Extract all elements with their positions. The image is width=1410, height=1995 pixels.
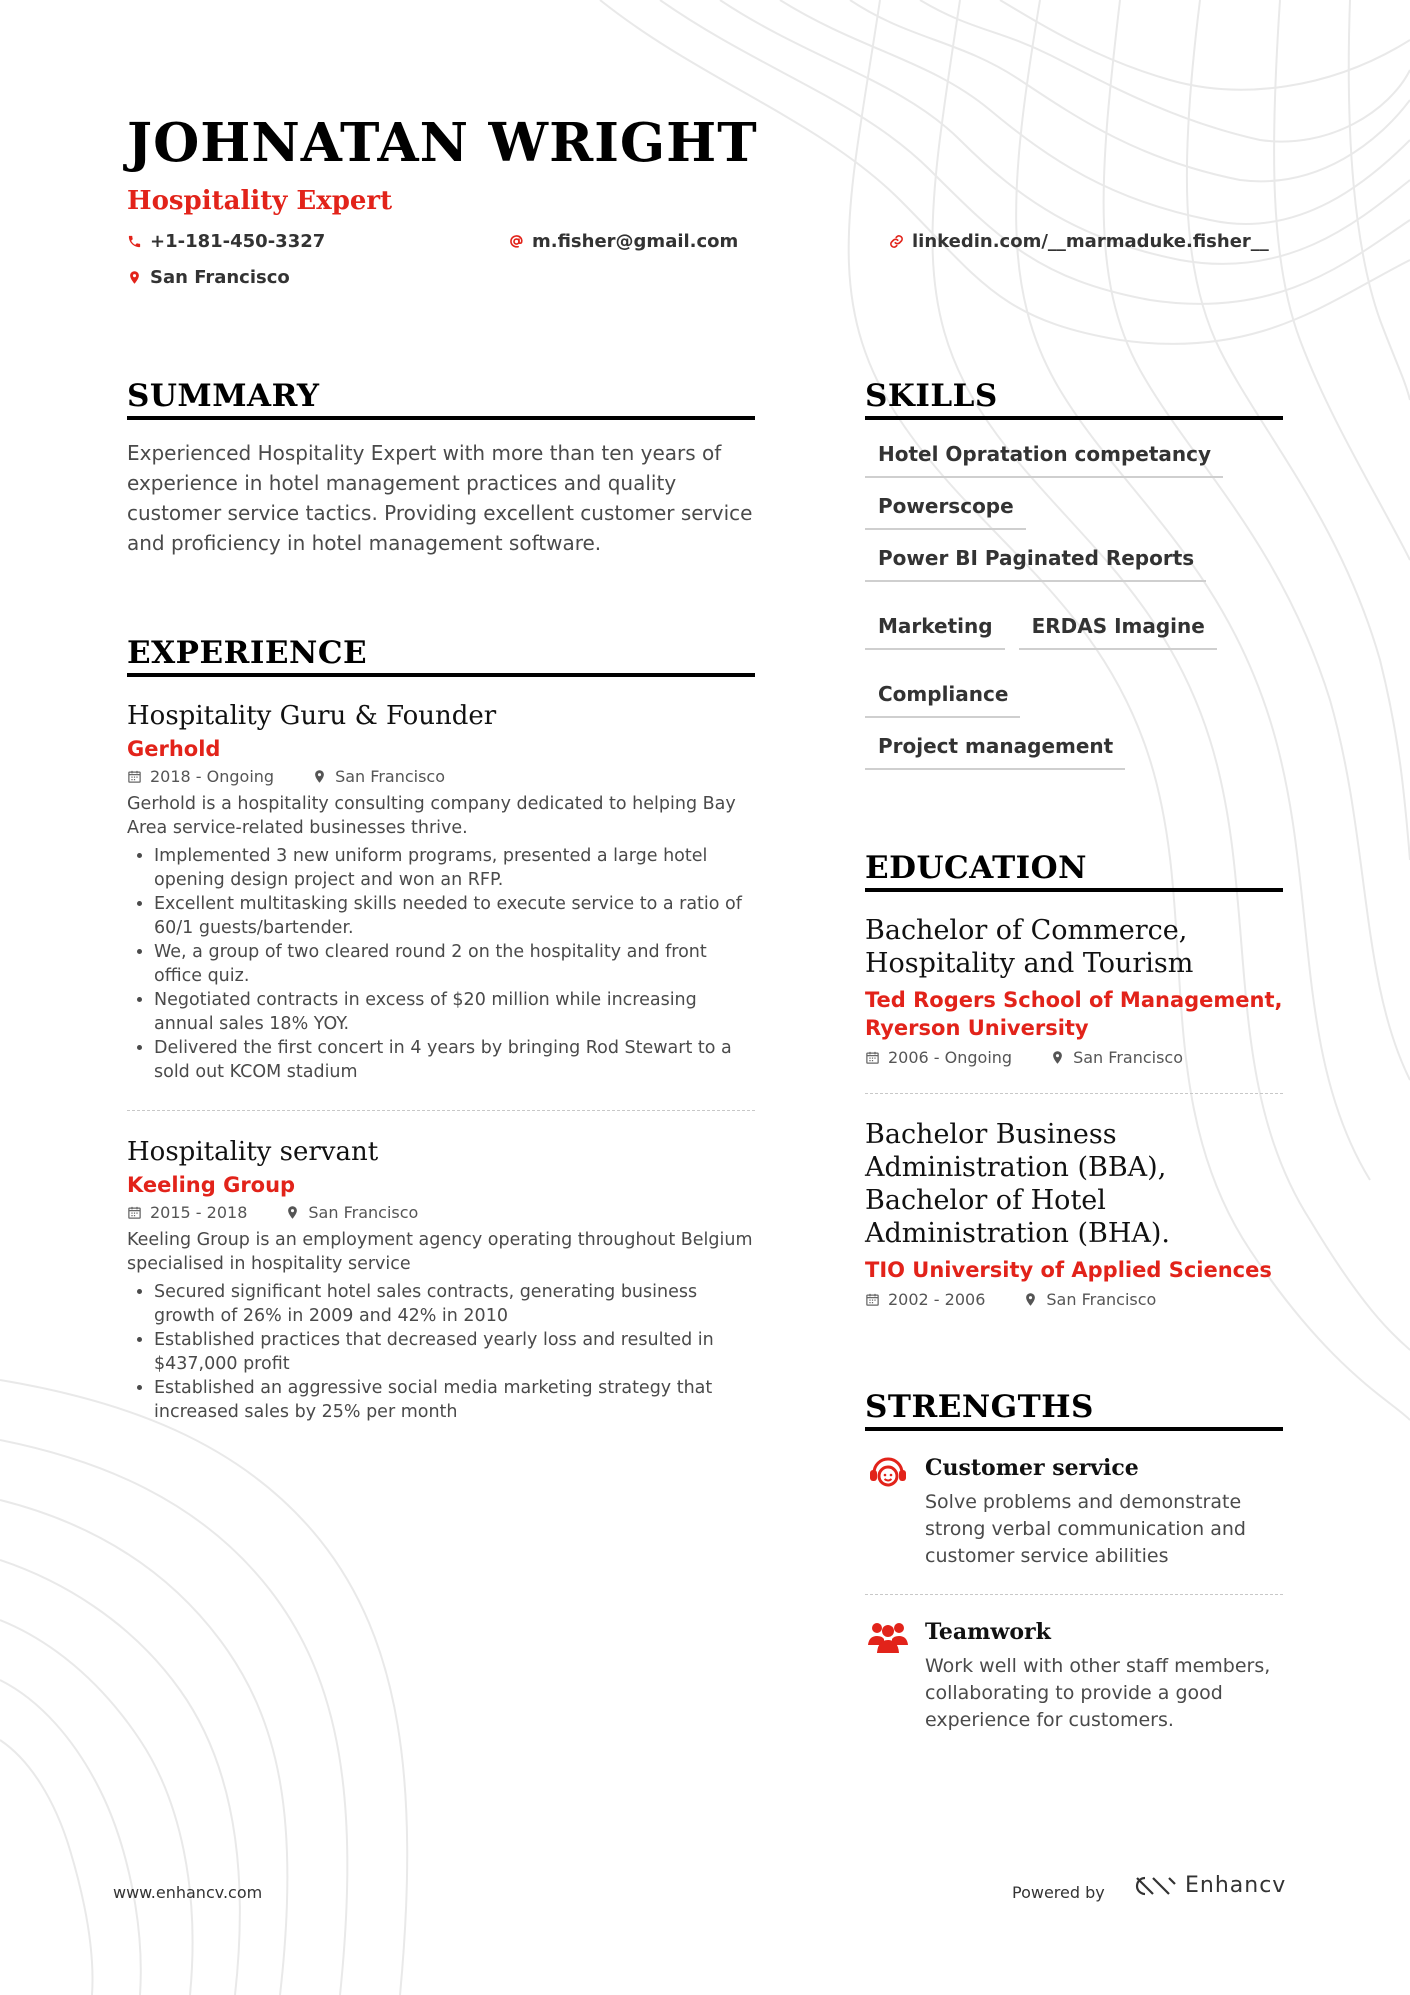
enhancv-logo[interactable] — [1131, 1873, 1286, 1898]
school-name: TIO University of Applied Sciences — [865, 1258, 1272, 1282]
strengths-heading: STRENGTHS — [865, 1389, 1283, 1431]
job-location: San Francisco — [308, 1203, 419, 1222]
candidate-name: JOHNATAN WRIGHT — [127, 112, 758, 174]
job-company: Keeling Group — [127, 1173, 296, 1197]
team-icon — [865, 1615, 911, 1661]
school-name: Ted Rogers School of Management, Ryerson University — [865, 988, 1283, 1040]
calendar-icon — [865, 1050, 880, 1065]
strength-item — [865, 1615, 1283, 1734]
job-meta — [127, 767, 755, 786]
location-pin-icon — [285, 1205, 300, 1220]
experience-item — [127, 701, 755, 1084]
education-meta — [865, 1048, 1283, 1067]
job-description: Keeling Group is an employment agency operating throughout Belgium specialised in hospitality service — [127, 1230, 753, 1274]
right-column — [865, 378, 1283, 1734]
calendar-icon — [127, 769, 142, 784]
education-dates: 2006 - Ongoing — [888, 1048, 1013, 1067]
linkedin-text: linkedin.com/__marmaduke.fisher__ — [912, 231, 1269, 252]
contact-linkedin[interactable] — [889, 231, 1269, 252]
enhancv-logo-text: Enhancv — [1185, 1873, 1287, 1898]
job-company: Gerhold — [127, 737, 221, 761]
education-location: San Francisco — [1073, 1048, 1184, 1067]
education-heading: EDUCATION — [865, 850, 1283, 892]
at-sign-icon — [509, 234, 524, 249]
phone-text: +1-181-450-3327 — [150, 231, 326, 252]
location-pin-icon — [312, 769, 327, 784]
left-column — [127, 378, 755, 1424]
enhancv-logo-icon — [1131, 1874, 1177, 1898]
job-role: Hospitality Guru & Founder — [127, 701, 497, 731]
skills-heading: SKILLS — [865, 378, 1283, 420]
skill-tag: Power BI Paginated Reports — [865, 546, 1206, 582]
strength-description: Solve problems and demonstrate strong verbal communication and customer service abilities — [925, 1491, 1246, 1567]
experience-item — [127, 1137, 755, 1424]
education-section — [865, 850, 1283, 1309]
experience-section — [127, 635, 755, 1424]
skill-tag: ERDAS Imagine — [1019, 614, 1217, 650]
footer-url[interactable]: www.enhancv.com — [113, 1883, 263, 1902]
strength-item — [865, 1451, 1283, 1570]
job-bullets — [127, 1280, 755, 1424]
education-item — [865, 1118, 1283, 1309]
job-bullet: • Excellent multitasking skills needed to execute service to a ratio of 60/1 guests/bartender. — [154, 892, 755, 940]
powered-by-label: Powered by — [1012, 1883, 1105, 1902]
job-bullet: • Established an aggressive social media marketing strategy that increased sales by 25% per month — [154, 1376, 755, 1424]
link-icon — [889, 234, 904, 249]
email-text: m.fisher@gmail.com — [532, 231, 739, 252]
candidate-title: Hospitality Expert — [127, 186, 393, 216]
strengths-section — [865, 1389, 1283, 1734]
job-location: San Francisco — [335, 767, 446, 786]
degree-title: Bachelor Business Administration (BBA), Bachelor of Hotel Administration (BHA). — [865, 1119, 1171, 1249]
location-pin-icon — [127, 270, 142, 285]
education-location: San Francisco — [1046, 1290, 1157, 1309]
job-bullet: • Established practices that decreased yearly loss and resulted in $437,000 profit — [154, 1328, 755, 1376]
skill-tag: Project management — [865, 734, 1125, 770]
summary-section — [127, 378, 755, 558]
job-dates: 2018 - Ongoing — [150, 767, 275, 786]
calendar-icon — [127, 1205, 142, 1220]
contact-email[interactable] — [509, 231, 738, 252]
skills-list — [865, 442, 1283, 770]
divider — [865, 1093, 1283, 1094]
degree-title: Bachelor of Commerce, Hospitality and Tourism — [865, 915, 1194, 979]
skills-section — [865, 378, 1283, 770]
divider — [127, 1110, 755, 1111]
skill-tag: Marketing — [865, 614, 1005, 650]
summary-text: Experienced Hospitality Expert with more than ten years of experience in hotel management practices and quality customer service tactics. Providing excellent customer service and proficiency in hotel management software. — [127, 441, 753, 555]
headset-icon — [865, 1451, 911, 1497]
divider — [865, 1594, 1283, 1595]
skill-tag: Powerscope — [865, 494, 1026, 530]
phone-icon — [127, 234, 142, 249]
contact-phone[interactable] — [127, 231, 325, 252]
education-item — [865, 914, 1283, 1067]
experience-heading: EXPERIENCE — [127, 635, 755, 677]
calendar-icon — [865, 1292, 880, 1307]
strength-title: Customer service — [925, 1455, 1139, 1481]
job-description: Gerhold is a hospitality consulting company dedicated to helping Bay Area service-related businesses thrive. — [127, 794, 736, 838]
job-bullet: • Negotiated contracts in excess of $20 million while increasing annual sales 18% YOY. — [154, 988, 755, 1036]
location-text: San Francisco — [150, 267, 290, 288]
job-bullet: • Delivered the first concert in 4 years by bringing Rod Stewart to a sold out KCOM stadium — [154, 1036, 755, 1084]
job-bullet: • Secured significant hotel sales contracts, generating business growth of 26% in 2009 and 42% in 2010 — [154, 1280, 755, 1328]
location-pin-icon — [1050, 1050, 1065, 1065]
education-meta — [865, 1290, 1283, 1309]
job-role: Hospitality servant — [127, 1137, 379, 1167]
job-bullet: • We, a group of two cleared round 2 on the hospitality and front office quiz. — [154, 940, 755, 988]
location-pin-icon — [1023, 1292, 1038, 1307]
strength-title: Teamwork — [925, 1619, 1051, 1645]
education-dates: 2002 - 2006 — [888, 1290, 986, 1309]
job-bullets — [127, 844, 755, 1084]
contact-location — [127, 267, 290, 288]
job-bullet: • Implemented 3 new uniform programs, presented a large hotel opening design project and won an RFP. — [154, 844, 755, 892]
summary-heading: SUMMARY — [127, 378, 755, 420]
skill-tag: Hotel Opratation competancy — [865, 442, 1223, 478]
job-dates: 2015 - 2018 — [150, 1203, 248, 1222]
job-meta — [127, 1203, 755, 1222]
skill-tag: Compliance — [865, 682, 1020, 718]
strength-description: Work well with other staff members, collaborating to provide a good experience for customers. — [925, 1655, 1271, 1731]
